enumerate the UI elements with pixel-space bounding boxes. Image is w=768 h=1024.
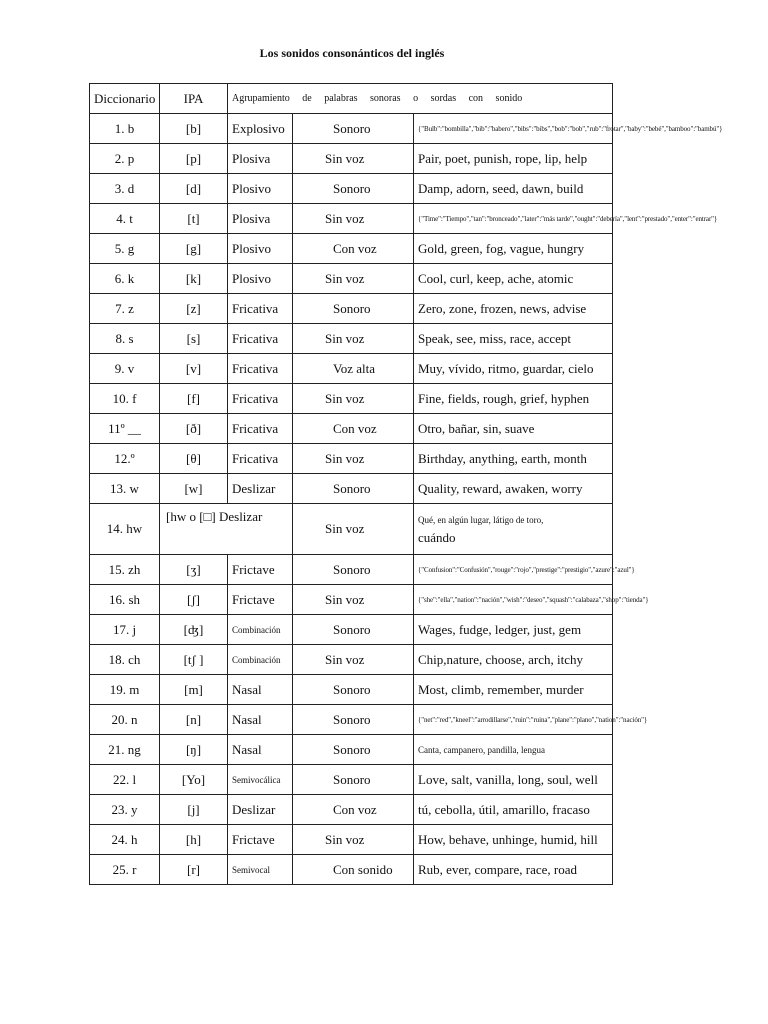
ipa-cell: [g] — [160, 234, 228, 264]
table-row — [90, 234, 613, 264]
ipa-cell: [p] — [160, 144, 228, 174]
voice-cell: Sonoro — [293, 474, 414, 504]
dict-cell: 3. d — [90, 174, 160, 204]
voice-cell: Sin voz — [293, 585, 414, 615]
table-row — [90, 585, 613, 615]
voice-cell: Sin voz — [293, 444, 414, 474]
ipa-cell: [n] — [160, 705, 228, 735]
voice-cell: Sin voz — [293, 384, 414, 414]
ipa-cell: [ʒ] — [160, 555, 228, 585]
ipa-cell: [k] — [160, 264, 228, 294]
group-cell: Fricativa — [228, 444, 293, 474]
examples-cell: Chip,nature, choose, arch, itchy — [414, 645, 613, 675]
voice-cell: Sonoro — [293, 294, 414, 324]
group-cell: Plosiva — [228, 144, 293, 174]
ipa-cell: [Yo] — [160, 765, 228, 795]
dict-cell: 22. l — [90, 765, 160, 795]
group-cell: Fricativa — [228, 414, 293, 444]
ipa-cell: [t] — [160, 204, 228, 234]
examples-cell: Muy, vívido, ritmo, guardar, cielo — [414, 354, 613, 384]
dict-cell: 8. s — [90, 324, 160, 354]
group-cell: Fricativa — [228, 294, 293, 324]
voice-cell: Sonoro — [293, 735, 414, 765]
table-row — [90, 414, 613, 444]
examples-cell: Cool, curl, keep, ache, atomic — [414, 264, 613, 294]
table-row — [90, 384, 613, 414]
group-cell: Frictave — [228, 585, 293, 615]
examples-cell: Gold, green, fog, vague, hungry — [414, 234, 613, 264]
voice-cell: Sin voz — [293, 825, 414, 855]
examples-cell: {"Time":"Tiempo","tan":"bronceado","later":"más tarde","ought":"debería","lent":"prestado","enter":"entrar"} — [414, 204, 613, 234]
dict-cell: 6. k — [90, 264, 160, 294]
table-row — [90, 615, 613, 645]
ipa-cell: [d] — [160, 174, 228, 204]
table-row — [90, 354, 613, 384]
ipa-cell: [v] — [160, 354, 228, 384]
header-agrupamiento: Agrupamiento de palabras sonoras o sordas con sonido — [228, 84, 613, 114]
table-row — [90, 204, 613, 234]
ipa-cell: [b] — [160, 114, 228, 144]
examples-cell: Speak, see, miss, race, accept — [414, 324, 613, 354]
voice-cell: Con sonido — [293, 855, 414, 885]
voice-cell: Sin voz — [293, 324, 414, 354]
table-row — [90, 645, 613, 675]
examples-cell: Fine, fields, rough, grief, hyphen — [414, 384, 613, 414]
table-row — [90, 855, 613, 885]
table-row — [90, 324, 613, 354]
group-cell: Semivocal — [228, 855, 293, 885]
dict-cell: 7. z — [90, 294, 160, 324]
header-diccionario: Diccionario — [90, 84, 160, 114]
table-row — [90, 144, 613, 174]
voice-cell: Voz alta — [293, 354, 414, 384]
voice-cell: Con voz — [293, 234, 414, 264]
group-cell: Nasal — [228, 705, 293, 735]
voice-cell: Sonoro — [293, 765, 414, 795]
dict-cell: 9. v — [90, 354, 160, 384]
dict-cell: 18. ch — [90, 645, 160, 675]
voice-cell: Sin voz — [293, 645, 414, 675]
ipa-cell: [z] — [160, 294, 228, 324]
dict-cell: 19. m — [90, 675, 160, 705]
group-cell: Combinación — [228, 615, 293, 645]
table-row — [90, 795, 613, 825]
group-cell: Plosivo — [228, 264, 293, 294]
dict-cell: 14. hw — [90, 504, 160, 555]
table-row — [90, 735, 613, 765]
voice-cell: Sonoro — [293, 555, 414, 585]
group-cell: Plosivo — [228, 234, 293, 264]
dict-cell: 20. n — [90, 705, 160, 735]
table-row — [90, 504, 613, 555]
ipa-cell: [ʃ] — [160, 585, 228, 615]
header-ipa: IPA — [160, 84, 228, 114]
group-cell: Frictave — [228, 825, 293, 855]
examples-cell: Zero, zone, frozen, news, advise — [414, 294, 613, 324]
dict-cell: 13. w — [90, 474, 160, 504]
ipa-cell: [f] — [160, 384, 228, 414]
group-cell: Frictave — [228, 555, 293, 585]
ipa-cell: [hw o [□] Deslizar — [160, 504, 293, 555]
ipa-cell: [s] — [160, 324, 228, 354]
voice-cell: Sonoro — [293, 114, 414, 144]
ipa-cell: [j] — [160, 795, 228, 825]
table-row — [90, 705, 613, 735]
ipa-cell: [ŋ] — [160, 735, 228, 765]
examples-cell: Otro, bañar, sin, suave — [414, 414, 613, 444]
dict-cell: 12.º — [90, 444, 160, 474]
group-cell: Fricativa — [228, 384, 293, 414]
group-cell: Plosivo — [228, 174, 293, 204]
table-row — [90, 294, 613, 324]
group-cell: Explosivo — [228, 114, 293, 144]
voice-cell: Sin voz — [293, 504, 414, 555]
voice-cell: Sin voz — [293, 264, 414, 294]
examples-cell: Wages, fudge, ledger, just, gem — [414, 615, 613, 645]
examples-cell: {"net":"red","kneel":"arrodillarse","ruin":"ruina","plane":"plano","nation":"nación"} — [414, 705, 613, 735]
examples-cell: Most, climb, remember, murder — [414, 675, 613, 705]
table-row — [90, 174, 613, 204]
examples-line: cuándo — [418, 530, 456, 545]
document-title: Los sonidos consonánticos del inglés — [259, 46, 445, 60]
group-cell: Deslizar — [228, 795, 293, 825]
group-cell: Deslizar — [228, 474, 293, 504]
examples-cell: Love, salt, vanilla, long, soul, well — [414, 765, 613, 795]
examples-cell: Birthday, anything, earth, month — [414, 444, 613, 474]
voice-cell: Con voz — [293, 795, 414, 825]
voice-cell: Sonoro — [293, 675, 414, 705]
voice-cell: Con voz — [293, 414, 414, 444]
voice-cell: Sin voz — [293, 144, 414, 174]
examples-cell: {"she":"ella","nation":"nación","wish":"deseo","squash":"calabaza","shop":"tienda"} — [414, 585, 613, 615]
dict-cell: 11º __ — [90, 414, 160, 444]
dict-cell: 16. sh — [90, 585, 160, 615]
examples-cell: Pair, poet, punish, rope, lip, help — [414, 144, 613, 174]
group-cell: Fricativa — [228, 354, 293, 384]
consonant-table — [89, 83, 723, 885]
ipa-cell: [w] — [160, 474, 228, 504]
dict-cell: 24. h — [90, 825, 160, 855]
table-row — [90, 474, 613, 504]
examples-cell: How, behave, unhinge, humid, hill — [414, 825, 613, 855]
examples-cell: Canta, campanero, pandilla, lengua — [414, 735, 613, 765]
ipa-cell: [ʤ] — [160, 615, 228, 645]
examples-cell: {"Bulb":"bombilla","bib":"babero","bibs":"bibs","bob":"bob","rub":"frotar","baby":"bebé","bamboo":"bambú"} — [414, 114, 613, 144]
ipa-cell: [r] — [160, 855, 228, 885]
dict-cell: 10. f — [90, 384, 160, 414]
group-cell: Nasal — [228, 735, 293, 765]
table-row — [90, 675, 613, 705]
table-row — [90, 114, 613, 144]
dict-cell: 2. p — [90, 144, 160, 174]
dict-cell: 21. ng — [90, 735, 160, 765]
group-cell: Nasal — [228, 675, 293, 705]
examples-cell: Damp, adorn, seed, dawn, build — [414, 174, 613, 204]
dict-cell: 15. zh — [90, 555, 160, 585]
table-row — [90, 765, 613, 795]
ipa-cell: [m] — [160, 675, 228, 705]
voice-cell: Sonoro — [293, 615, 414, 645]
table-row — [90, 444, 613, 474]
examples-cell: Rub, ever, compare, race, road — [414, 855, 613, 885]
group-cell: Combinación — [228, 645, 293, 675]
examples-cell — [414, 504, 613, 555]
dict-cell: 4. t — [90, 204, 160, 234]
table-row — [90, 555, 613, 585]
voice-cell: Sonoro — [293, 174, 414, 204]
dict-cell: 5. g — [90, 234, 160, 264]
group-cell: Fricativa — [228, 324, 293, 354]
group-cell: Plosiva — [228, 204, 293, 234]
dict-cell: 25. r — [90, 855, 160, 885]
voice-cell: Sin voz — [293, 204, 414, 234]
examples-cell: tú, cebolla, útil, amarillo, fracaso — [414, 795, 613, 825]
examples-line: Qué, en algún lugar, látigo de toro, — [418, 515, 544, 525]
dict-cell: 17. j — [90, 615, 160, 645]
ipa-cell: [tʃ ] — [160, 645, 228, 675]
table-row — [90, 825, 613, 855]
voice-cell: Sonoro — [293, 705, 414, 735]
ipa-cell: [h] — [160, 825, 228, 855]
ipa-cell: [ð] — [160, 414, 228, 444]
examples-cell: Quality, reward, awaken, worry — [414, 474, 613, 504]
ipa-cell: [θ] — [160, 444, 228, 474]
group-cell: Semivocálica — [228, 765, 293, 795]
dict-cell: 23. y — [90, 795, 160, 825]
examples-cell: {"Confusion":"Confusión","rouge":"rojo","prestige":"prestigio","azure":"azul"} — [414, 555, 613, 585]
table-row — [90, 264, 613, 294]
dict-cell: 1. b — [90, 114, 160, 144]
table-header-row — [90, 84, 613, 114]
